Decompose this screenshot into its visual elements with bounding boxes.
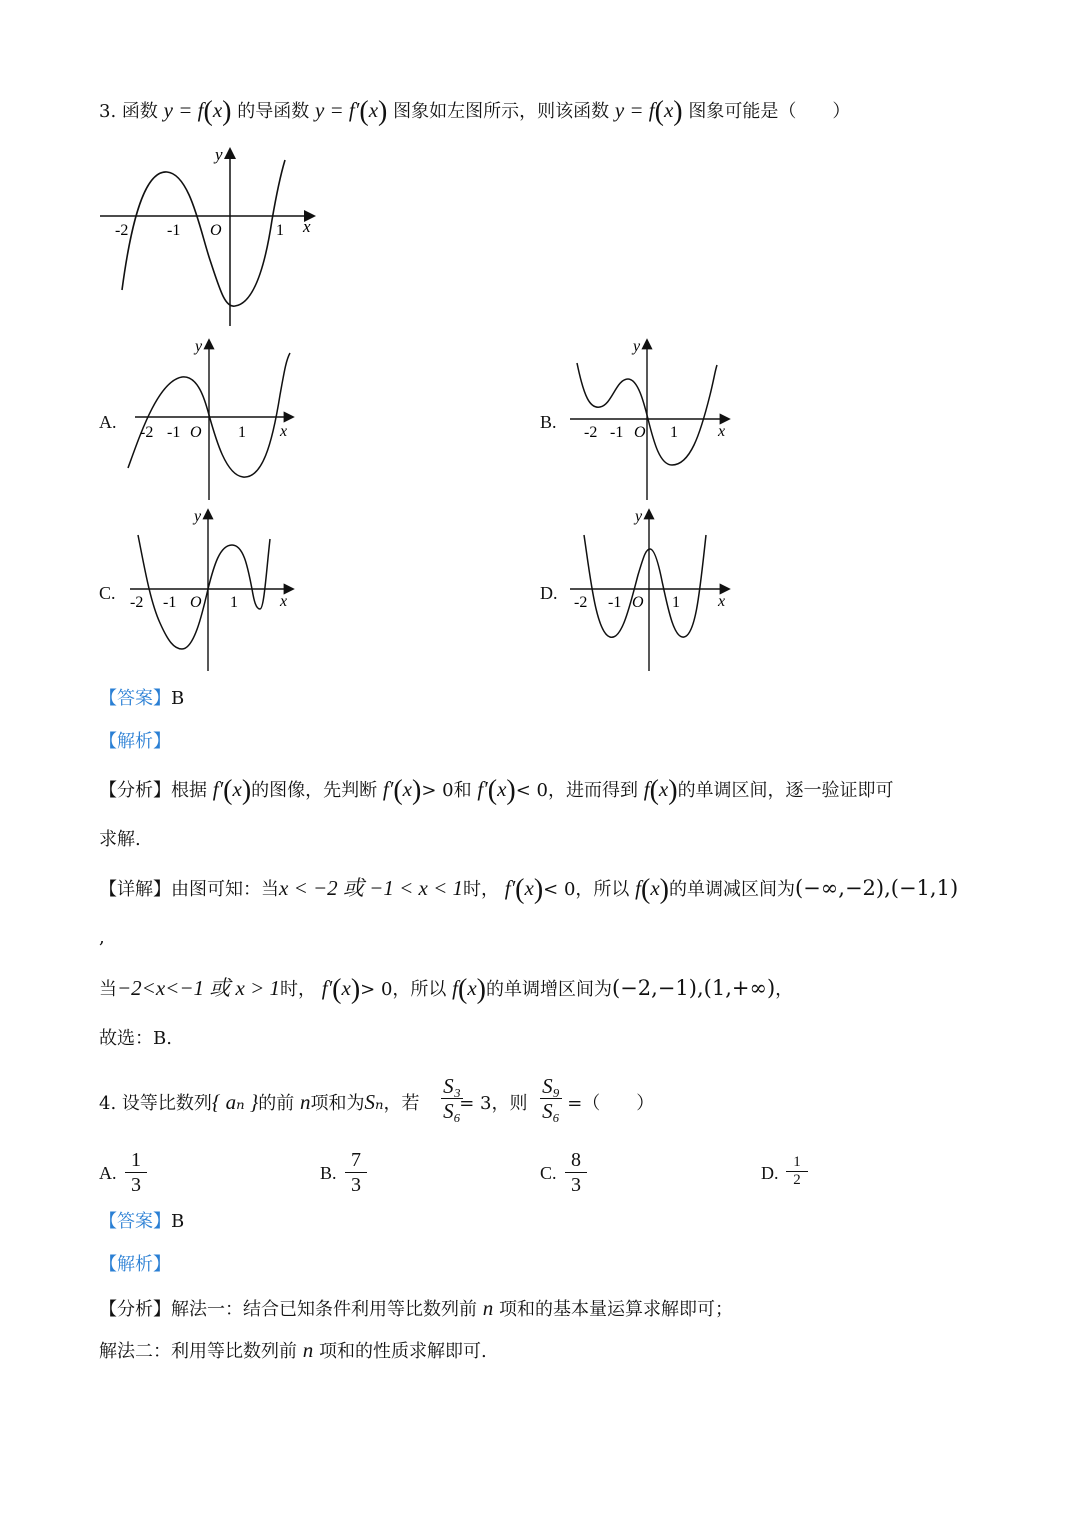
option-4d-value[interactable]: $\frac{1}{2}$	[786, 1154, 808, 1189]
fenxi-3-line1: 【分析】根据 f′(x)的图像，先判断 f′(x)> 0和 f′(x)< 0，进而得到 f(x)的单调区间，逐一验证即可	[99, 775, 894, 806]
tick-label: 1	[238, 424, 246, 441]
fenxi-4-line2: 解法二：利用等比数列前 n 项和的性质求解即可.	[99, 1338, 487, 1362]
option-a-label[interactable]: A.	[99, 412, 117, 432]
option-4d-label[interactable]: D.	[761, 1163, 779, 1183]
question-3-stem: 3. 函数 y = f(x) 的导函数 y = f′(x) 图象如左图所示，则该函数 y = f(x) 图象可能是（ ）	[99, 96, 851, 127]
question-number: 3.	[99, 101, 117, 122]
tick-label: -1	[608, 594, 622, 611]
question-4-stem: 4. 设等比数列{ aₙ }的前 n项和为Sₙ，若 = 3，则 =（ ）	[99, 1090, 655, 1114]
option-d-label[interactable]: D.	[540, 583, 558, 603]
origin-label: O	[634, 424, 646, 441]
answer-value: B	[171, 688, 185, 709]
option-4a-value[interactable]: $\frac{1}{3}$	[125, 1148, 147, 1197]
x-label: x	[280, 593, 288, 610]
answer-4: 【答案】B	[99, 1211, 185, 1232]
option-4c-label[interactable]: C.	[540, 1163, 557, 1183]
tick-label: -2	[130, 594, 144, 611]
y-label: y	[194, 508, 202, 525]
answer-3	[99, 686, 184, 712]
fenxi-4-line1: 【分析】解法一：结合已知条件利用等比数列前 n 项和的基本量运算求解即可；	[99, 1296, 733, 1320]
xiangjie-3-line2: 当−2<x<−1 或 x > 1时， f′(x)> 0，所以 f(x)的单调增区间为(−2,−1),(1,+∞)，	[99, 974, 794, 1005]
origin-label: O	[632, 594, 644, 611]
option-4a-label[interactable]: A.	[99, 1163, 117, 1183]
option-c-graph[interactable]	[120, 505, 300, 675]
analysis-3-heading: 【解析】	[99, 731, 171, 752]
option-4c-value[interactable]: $\frac{8}{3}$	[565, 1148, 587, 1197]
tick-label: -1	[610, 424, 624, 441]
option-b-label[interactable]: B.	[540, 412, 557, 432]
tick-label: 1	[276, 222, 284, 239]
tick-label: 1	[670, 424, 678, 441]
curve	[584, 535, 706, 637]
xiangjie-3-line1: 【详解】由图可知：当x < −2 或 −1 < x < 1时， f′(x)< 0，所以 f(x)的单调减区间为(−∞,−2),(−1,1)	[99, 874, 959, 905]
x-label: x	[718, 423, 726, 440]
tick-label: -2	[140, 424, 154, 441]
derivative-graph	[95, 140, 325, 330]
origin-label: O	[190, 594, 202, 611]
fenxi-3-line2: 求解.	[99, 829, 141, 850]
tick-label: -1	[167, 222, 181, 239]
option-4b-value[interactable]: $\frac{7}{3}$	[345, 1148, 367, 1197]
option-b-graph[interactable]	[560, 335, 740, 505]
option-c-label[interactable]: C.	[99, 583, 116, 603]
option-a-graph[interactable]	[120, 335, 300, 505]
fraction-s3-s6: $\frac{\text{S₃}}{\text{S₆}}$	[441, 1074, 463, 1123]
tick-label: -2	[115, 222, 129, 239]
option-d-graph[interactable]	[560, 505, 740, 675]
y-label: y	[633, 338, 641, 355]
xiangjie-3-choose: 故选：B.	[99, 1028, 172, 1049]
tick-label: -1	[167, 424, 181, 441]
curve	[138, 535, 270, 649]
question-number: 4.	[99, 1093, 117, 1114]
xiangjie-3-comma: ,	[99, 927, 105, 948]
y-label: y	[635, 508, 643, 525]
x-label: x	[303, 217, 311, 236]
origin-label: O	[210, 222, 222, 239]
x-label: x	[280, 423, 288, 440]
answer-tag: 【答案】	[99, 688, 171, 709]
origin-label: O	[190, 424, 202, 441]
y-label: y	[195, 338, 203, 355]
x-label: x	[718, 593, 726, 610]
y-label: y	[215, 145, 223, 164]
tick-label: 1	[672, 594, 680, 611]
fraction-s9-s6: $\frac{\text{S₉}}{\text{S₆}}$	[540, 1074, 562, 1123]
tick-label: 1	[230, 594, 238, 611]
option-4b-label[interactable]: B.	[320, 1163, 337, 1183]
derivative-curve	[122, 160, 285, 306]
tick-label: -2	[574, 594, 588, 611]
analysis-4-heading: 【解析】	[99, 1254, 171, 1275]
tick-label: -1	[163, 594, 177, 611]
tick-label: -2	[584, 424, 598, 441]
